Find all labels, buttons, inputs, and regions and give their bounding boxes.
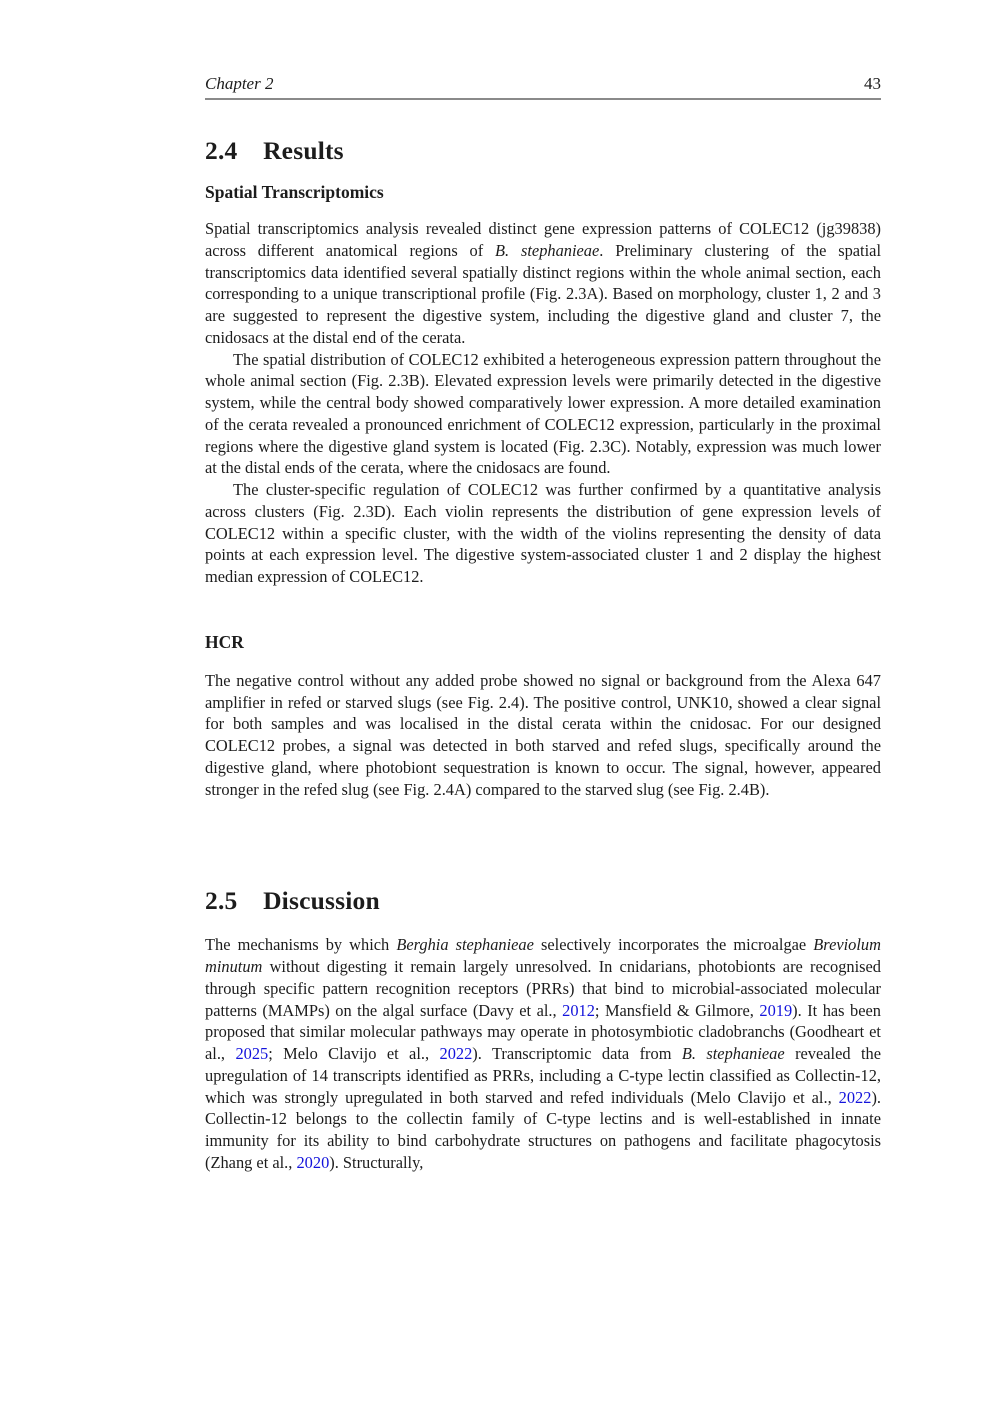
- text-run: ). Collectin-12 belongs to the collectin family of C-type lectins and is well-established in innate immunity for its ability to bind carbohydrate structures on pathogens and facilitate phagocytosis (Zhang et al.,: [205, 1087, 881, 1172]
- spatial-transcriptomics-body: [205, 218, 881, 588]
- section-heading-results: [205, 136, 881, 166]
- text-run: ). Structurally,: [329, 1152, 424, 1172]
- text-column: [205, 0, 881, 1174]
- citation-link-2025[interactable]: 2025: [235, 1044, 269, 1063]
- text-run: without digesting it remain largely unresolved. In cnidarians, photobionts are recognised through specific pattern recognition receptors (PRRs) that bind to microbial-associated molecular patterns (MAMPs) on the algal surface (Davy et al.,: [205, 957, 881, 1020]
- species-name: B. stephanieae: [495, 240, 600, 260]
- paragraph-spatial-3: [205, 479, 881, 588]
- text-run: ; Melo Clavijo et al.,: [268, 1044, 440, 1063]
- section-number-results: 2.4: [205, 136, 238, 165]
- citation-link-2020[interactable]: 2020: [296, 1152, 330, 1172]
- species-name: Berghia stephanieae: [396, 935, 534, 955]
- running-header: [205, 0, 881, 93]
- paragraph-hcr-1: [205, 670, 881, 801]
- text-run: The cluster-specific regulation of COLEC12 was further confirmed by a quantitative analysis across clusters (Fig. 2.3D). Each violin represents the distribution of gene expression levels of COLEC12 within a specific cluster, with the width of the violins representing the density of data points at each expression level. The digestive system-associated cluster 1 and 2 display the highest median expression of COLEC12.: [205, 480, 881, 586]
- discussion-body: [205, 934, 881, 1173]
- text-run: ). Transcriptomic data from: [472, 1044, 682, 1063]
- text-run: ). It has been proposed that similar molecular pathways may operate in photosymbiotic cladobranchs (Goodheart et al.,: [205, 1000, 881, 1063]
- text-run: ; Mansfield & Gilmore,: [594, 1000, 760, 1020]
- page-number: 43: [864, 74, 881, 93]
- section-title-results: Results: [263, 136, 344, 165]
- citation-link-2022[interactable]: 2022: [439, 1044, 473, 1063]
- text-run: Spatial transcriptomics analysis revealed distinct gene expression patterns of COLEC12 (jg39838) across different anatomical regions of: [205, 219, 881, 260]
- hcr-body: [205, 670, 881, 801]
- citation-link-2012[interactable]: 2012: [562, 1000, 595, 1020]
- paragraph-discussion-1: [205, 934, 881, 1173]
- section-number-discussion: 2.5: [205, 886, 238, 916]
- subsection-heading-spatial-transcriptomics: Spatial Transcriptomics: [205, 182, 384, 202]
- text-run: The spatial distribution of COLEC12 exhibited a heterogeneous expression pattern throughout the whole animal section (Fig. 2.3B). Elevated expression levels were primarily detected in the digestive system, while the central body showed comparatively lower expression. A more detailed examination of the cerata revealed a pronounced enrichment of COLEC12 expression, particularly in the proximal regions where the digestive gland system is located (Fig. 2.3C). Notably, expression was much lower at the distal ends of the cerata, where the cnidosacs are found.: [205, 349, 881, 478]
- paragraph-spatial-2: [205, 349, 881, 480]
- subsection-heading-hcr: HCR: [205, 631, 244, 652]
- text-run: The mechanisms by which: [205, 935, 397, 955]
- header-rule: [205, 98, 881, 100]
- species-name: B. stephanieae: [681, 1044, 785, 1063]
- section-title-discussion: Discussion: [263, 886, 380, 916]
- section-heading-discussion: [205, 886, 881, 916]
- text-run: selectively incorporates the microalgae: [533, 935, 814, 955]
- citation-link-2019[interactable]: 2019: [759, 1000, 793, 1020]
- species-name: Breviolum minutum: [205, 935, 881, 976]
- paragraph-spatial-1: [205, 218, 881, 349]
- text-run: The negative control without any added probe showed no signal or background from the Alexa 647 amplifier in refed or starved slugs (see Fig. 2.4). The positive control, UNK10, showed a clear signal for both samples and was localised in the distal cerata within the cnidosac. For our designed COLEC12 probes, a signal was detected in both starved and refed slugs, specifically around the digestive gland, where photobiont sequestration is known to occur. The signal, however, appeared stronger in the refed slug (see Fig. 2.4A) compared to the starved slug (see Fig. 2.4B).: [205, 670, 881, 799]
- text-run: revealed the upregulation of 14 transcripts identified as PRRs, including a C-type lectin classified as Collectin-12, which was strongly upregulated in both starved and refed individuals (Melo Clavijo et al.,: [205, 1044, 881, 1107]
- text-run: . Preliminary clustering of the spatial transcriptomics data identified several spatially distinct regions within the whole animal section, each corresponding to a unique transcriptional profile (Fig. 2.3A). Based on morphology, cluster 1, 2 and 3 are suggested to represent the digestive system, including the digestive gland and cluster 7, the cnidosacs at the distal end of the cerata.: [205, 240, 881, 347]
- citation-link-2022[interactable]: 2022: [838, 1087, 872, 1107]
- running-chapter-title: Chapter 2: [205, 74, 274, 93]
